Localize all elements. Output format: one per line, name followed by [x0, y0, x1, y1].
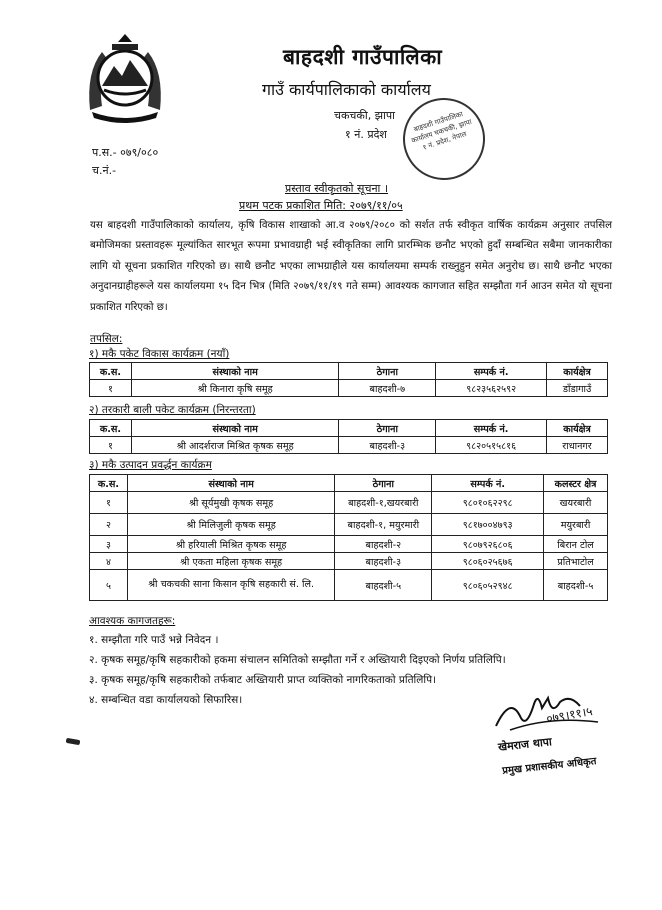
- table-cell: ९८०६०२५६७६: [432, 553, 544, 570]
- table-cell: १: [90, 492, 128, 514]
- section-table: [89, 474, 608, 601]
- table-cell: बाहदशी-५: [335, 570, 432, 601]
- table-cell: बाहदशी-३: [339, 437, 436, 454]
- table-cell: मयुरबारी: [544, 514, 608, 536]
- table-cell: श्री मिलिजुली कृषक समूह: [127, 514, 334, 536]
- table-cell: ९८२०५१५८१६: [436, 437, 547, 454]
- table-row: [90, 437, 608, 454]
- table-cell: २: [90, 514, 128, 536]
- list-item: ३. कृषक समूह/कृषि सहकारीको तर्फबाट अख्तियारी प्राप्त व्यक्तिको नागरिकताको प्रतिलिपि।: [89, 674, 437, 686]
- signatory-name: खेमराज थापा: [497, 735, 553, 754]
- table-cell: ९८०७९२६८०६: [432, 536, 544, 553]
- column-header: ठेगाना: [335, 475, 432, 492]
- table-cell: डाँडागाउँ: [547, 380, 608, 397]
- table-row: [90, 536, 608, 553]
- table-cell: बाहदशी-१,खयरबारी: [335, 492, 432, 514]
- column-header: कलस्टर क्षेत्र: [544, 475, 608, 492]
- letter-number: प.स.- ०७९/०८०: [92, 146, 159, 159]
- column-header: संस्थाको नाम: [131, 363, 338, 380]
- notice-title: प्रस्ताव स्वीकृतको सूचना ।: [285, 182, 389, 195]
- table-row: [90, 570, 608, 601]
- column-header: सम्पर्क नं.: [436, 363, 547, 380]
- section-table: [89, 362, 608, 397]
- section-heading: ३) मकै उत्पादन प्रवर्द्धन कार्यक्रम: [89, 459, 212, 471]
- table-cell: बाहदशी-७: [339, 380, 436, 397]
- table-cell: बिरान टोल: [544, 536, 608, 553]
- table-cell: १: [90, 380, 132, 397]
- table-cell: बाहदशी-५: [544, 570, 608, 601]
- table-row: [90, 492, 608, 514]
- section-heading: १) मकै पकेट विकास कार्यक्रम (नयाँ): [89, 348, 230, 360]
- signature-date: ०७९।११।५: [545, 704, 594, 726]
- table-cell: खयरबारी: [544, 492, 608, 514]
- list-item: १. सम्झौता गरि पाउँ भन्ने निवेदन ।: [89, 634, 219, 646]
- table-cell: श्री एकता महिला कृषक समूह: [127, 553, 334, 570]
- table-cell: बाहदशी-१, मयुरमारी: [335, 514, 432, 536]
- table-cell: श्री आदर्शराज मिश्रित कृषक समूह: [131, 437, 338, 454]
- column-header: संस्थाको नाम: [127, 475, 334, 492]
- table-cell: श्री हरियाली मिश्रित कृषक समूह: [127, 536, 334, 553]
- table-cell: राधानगर: [547, 437, 608, 454]
- required-docs-heading: आवश्यक कागजतहरू:: [89, 615, 176, 627]
- column-header: कार्यक्षेत्र: [547, 363, 608, 380]
- table-cell: ९८२३५६२५९२: [436, 380, 547, 397]
- column-header: सम्पर्क नं.: [432, 475, 544, 492]
- table-cell: श्री सूर्यमुखी कृषक समूह: [127, 492, 334, 514]
- table-cell: प्रतिभाटोल: [544, 553, 608, 570]
- required-docs-list: [89, 633, 506, 713]
- municipality-name: बाहदशी गाउँपालिका: [283, 45, 443, 69]
- details-heading: तपसिल:: [90, 333, 123, 345]
- column-header: ठेगाना: [339, 363, 436, 380]
- column-header: क.स.: [90, 475, 128, 492]
- column-header: क.स.: [90, 363, 132, 380]
- table-row: [90, 553, 608, 570]
- list-item: २. कृषक समूह/कृषि सहकारीको हकमा संचालन समितिको सम्झौता गर्ने र अख्तियारी दिइएको निर्णय प्रतिलिपि।: [89, 654, 506, 666]
- column-header: क.स.: [90, 420, 132, 437]
- office-province: १ नं. प्रदेश: [345, 128, 387, 141]
- stamp-text: बाहदशी गाउँपालिका कार्यालय चकचकी, झापा १ नं. प्रदेश, नेपाल: [410, 110, 473, 152]
- table-cell: बाहदशी-३: [335, 553, 432, 570]
- table-cell: श्री किनारा कृषि समूह: [131, 380, 338, 397]
- section-table: [89, 419, 608, 454]
- signatory-designation: प्रमुख प्रशासकीय अधिकृत: [501, 756, 597, 777]
- table-cell: ४: [90, 553, 128, 570]
- table-cell: बाहदशी-२: [335, 536, 432, 553]
- column-header: कार्यक्षेत्र: [547, 420, 608, 437]
- government-emblem-logo: [82, 32, 168, 124]
- notice-subtitle: प्रथम पटक प्रकाशित मिति: २०७९/११/०५: [239, 199, 403, 212]
- table-cell: ३: [90, 536, 128, 553]
- column-header: संस्थाको नाम: [131, 420, 338, 437]
- table-cell: ९८०१०६२२९८: [432, 492, 544, 514]
- table-cell: ५: [90, 570, 128, 601]
- table-cell: १: [90, 437, 132, 454]
- office-address: चकचकी, झापा: [334, 109, 395, 122]
- table-row: [90, 380, 608, 397]
- office-name: गाउँ कार्यपालिकाको कार्यालय: [262, 80, 431, 99]
- office-stamp: [392, 87, 495, 190]
- column-header: ठेगाना: [339, 420, 436, 437]
- table-cell: श्री चकचकी साना किसान कृषि सहकारी सं. लि.: [127, 570, 334, 601]
- ink-mark: [66, 738, 81, 745]
- dispatch-number: च.नं.-: [92, 164, 117, 177]
- column-header: सम्पर्क नं.: [436, 420, 547, 437]
- notice-body: यस बाहदशी गाउँपालिकाको कार्यालय, कृषि विकास शाखाको आ.व २०७९/२०८० को सर्शत तर्फ स्वीकृत वार्षिक कार्यक्रम अनुसार तपसिल बमोजिमका प्रस्तावहरू मूल्यांकित सारभूत रूपमा प्रभावग्राही भई स्वीकृतिका लागि प्रारम्भिक छनौट भएको हुदाँ सम्बन्धित सबैमा जानकारीका लागि यो सूचना प्रकाशित गरिएको छ। साथै छनौट भएका लाभग्राहीले यस कार्यालयमा सम्पर्क राख्नुहुन समेत अनुरोध छ। साथै छनौट भएका अनुदानग्राहीहरूले यस कार्यालयमा १५ दिन भित्र (मिति २०७९/११/१९ गते सम्म) आवश्यक कागजात सहित सम्झौता गर्न आउन समेत यो सूचना प्रकाशित गरिएको छ।: [90, 220, 612, 313]
- table-cell: ९८०६०५२९४८: [432, 570, 544, 601]
- table-cell: ९८१७००४७९३: [432, 514, 544, 536]
- section-heading: २) तरकारी बाली पकेट कार्यक्रम (निरन्तरता): [89, 404, 256, 416]
- list-item: ४. सम्बन्धित वडा कार्यालयको सिफारिस।: [89, 694, 243, 706]
- table-row: [90, 514, 608, 536]
